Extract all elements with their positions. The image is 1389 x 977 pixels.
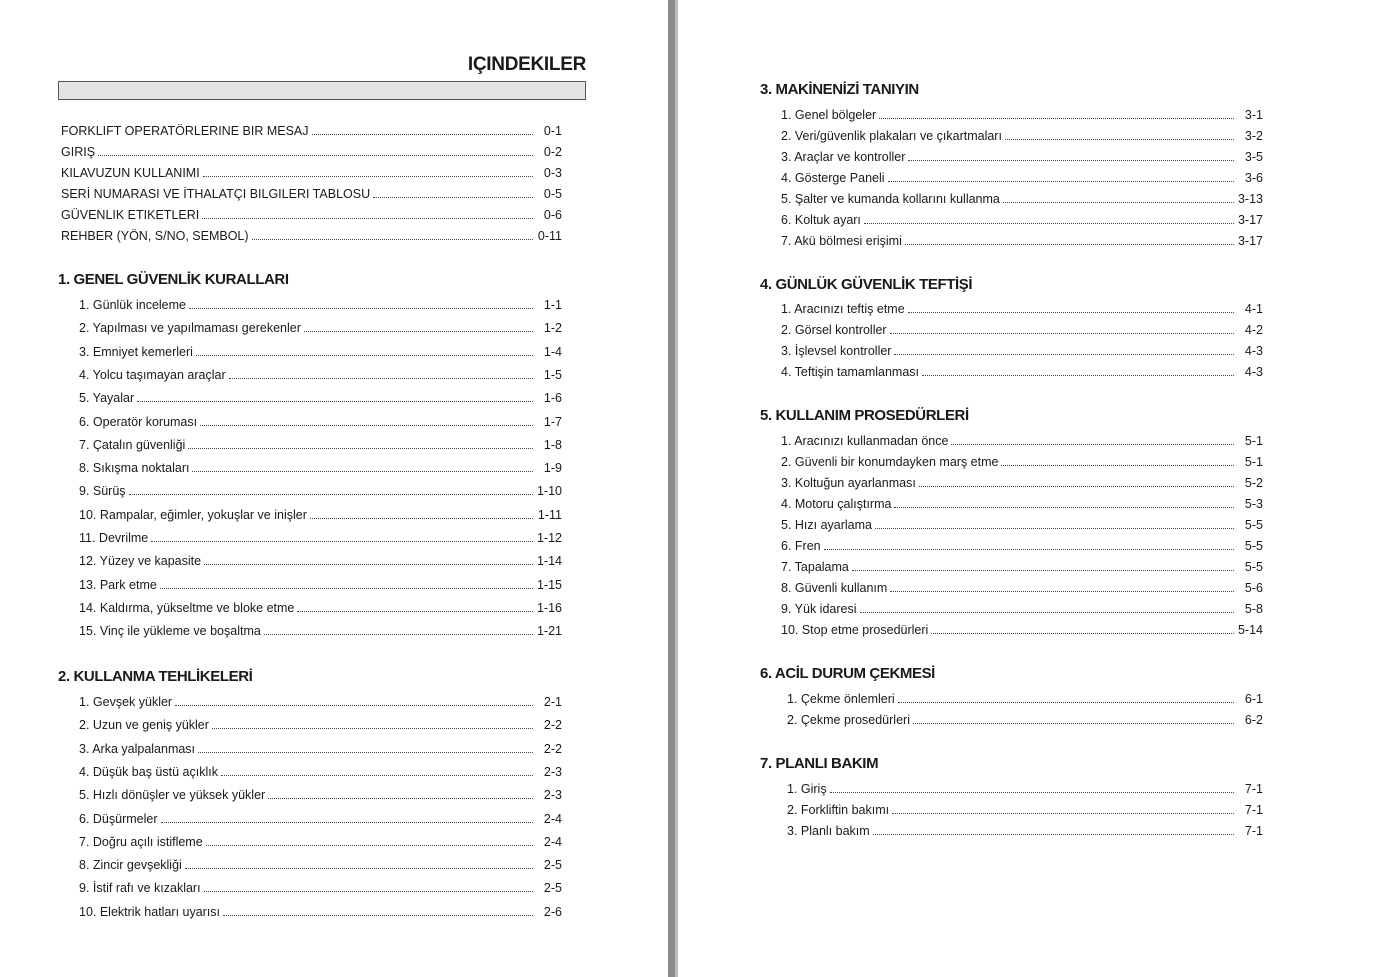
dot-leader	[1005, 130, 1234, 140]
toc-entry-label: GÜVENLIK ETIKETLERI	[61, 208, 200, 222]
toc-entry-front-matter[interactable]	[61, 145, 562, 163]
toc-entry-label: 5. Hızlı dönüşler ve yüksek yükler	[79, 788, 266, 802]
toc-entry-label: 1. Aracınızı kullanmadan önce	[781, 434, 949, 448]
dot-leader	[908, 303, 1234, 313]
toc-entry-label: 7. Çatalın güvenliği	[79, 438, 186, 452]
toc-page-number: 2-1	[543, 695, 562, 709]
dot-leader	[824, 540, 1234, 550]
toc-entry[interactable]	[781, 150, 1263, 168]
toc-entry-label: 1. Genel bölgeler	[781, 108, 877, 122]
toc-page-number: 1-16	[536, 601, 562, 615]
dot-leader	[875, 519, 1234, 529]
dot-leader	[160, 579, 533, 589]
toc-page-number: 4-2	[1244, 323, 1263, 337]
toc-entry-front-matter[interactable]	[61, 124, 562, 142]
dot-leader	[894, 345, 1234, 355]
toc-entry[interactable]	[79, 461, 562, 479]
dot-leader	[200, 416, 533, 426]
toc-entry-label: 12. Yüzey ve kapasite	[79, 554, 202, 568]
toc-entry-label: 3. Arka yalpalanması	[79, 742, 196, 756]
toc-page-number: 0-2	[543, 145, 562, 159]
section-heading: 3. MAKİNENİZİ TANIYIN	[760, 81, 919, 98]
dot-leader	[888, 172, 1234, 182]
toc-entry[interactable]	[781, 171, 1263, 189]
toc-entry[interactable]	[79, 321, 562, 339]
dot-leader	[879, 109, 1234, 119]
dot-leader	[312, 125, 534, 135]
page-gutter	[668, 0, 678, 977]
toc-entry[interactable]	[781, 476, 1263, 494]
dot-leader	[202, 209, 533, 219]
dot-leader	[188, 439, 533, 449]
toc-entry-label: 2. Yapılması ve yapılmaması gerekenler	[79, 321, 301, 335]
toc-page-number: 1-10	[536, 484, 562, 498]
toc-entry[interactable]	[781, 108, 1263, 126]
toc-entry-label: 3. Emniyet kemerleri	[79, 345, 193, 359]
toc-entry[interactable]	[79, 812, 562, 830]
toc-entry[interactable]	[781, 234, 1263, 252]
toc-entry-label: 3. İşlevsel kontroller	[781, 344, 892, 358]
toc-page-number: 0-5	[543, 187, 562, 201]
toc-entry[interactable]	[79, 742, 562, 760]
dot-leader	[252, 230, 533, 240]
toc-entry[interactable]	[79, 484, 562, 502]
dot-leader	[905, 235, 1234, 245]
toc-page-number: 3-17	[1237, 234, 1263, 248]
toc-page-number: 5-5	[1244, 539, 1263, 553]
toc-entry[interactable]	[781, 434, 1263, 452]
toc-entry[interactable]	[79, 881, 562, 899]
dot-leader	[373, 188, 533, 198]
toc-entry-label: 14. Kaldırma, yükseltme ve bloke etme	[79, 601, 295, 615]
toc-entry-label: 1. Aracınızı teftiş etme	[781, 302, 905, 316]
toc-entry[interactable]	[787, 803, 1263, 821]
toc-entry-label: 6. Koltuk ayarı	[781, 213, 861, 227]
dot-leader	[922, 366, 1234, 376]
dot-leader	[204, 555, 533, 565]
toc-entry-label: 3. Koltuğun ayarlanması	[781, 476, 916, 490]
toc-entry[interactable]	[79, 765, 562, 783]
toc-page-number: 2-4	[543, 835, 562, 849]
dot-leader	[203, 167, 533, 177]
dot-leader	[161, 813, 534, 823]
toc-page-number: 2-2	[543, 718, 562, 732]
toc-page-number: 2-6	[543, 905, 562, 919]
toc-entry[interactable]	[79, 531, 562, 549]
toc-page-number: 3-1	[1244, 108, 1263, 122]
section-heading: 4. GÜNLÜK GÜVENLİK TEFTİŞİ	[760, 276, 973, 293]
dot-leader	[892, 804, 1234, 814]
toc-entry[interactable]	[781, 581, 1263, 599]
toc-page-number: 1-9	[543, 461, 562, 475]
toc-entry-label: 7. Tapalama	[781, 560, 849, 574]
toc-entry[interactable]	[79, 695, 562, 713]
dot-leader	[192, 462, 533, 472]
toc-entry-label: 1. Günlük inceleme	[79, 298, 187, 312]
dot-leader	[151, 532, 533, 542]
toc-page-number: 3-5	[1244, 150, 1263, 164]
toc-entry[interactable]	[79, 554, 562, 572]
toc-entry[interactable]	[781, 518, 1263, 536]
toc-page-number: 2-4	[543, 812, 562, 826]
toc-entry-front-matter[interactable]	[61, 187, 562, 205]
toc-entry-front-matter[interactable]	[61, 229, 562, 247]
dot-leader	[304, 322, 533, 332]
toc-entry-label: 2. Veri/güvenlik plakaları ve çıkartmaları	[781, 129, 1002, 143]
toc-entry-label: 4. Gösterge Paneli	[781, 171, 885, 185]
dot-leader	[1001, 456, 1234, 466]
dot-leader	[908, 151, 1234, 161]
toc-page-number: 2-3	[543, 788, 562, 802]
toc-page-number: 1-15	[536, 578, 562, 592]
dot-leader	[830, 783, 1234, 793]
toc-entry-front-matter[interactable]	[61, 166, 562, 184]
dot-leader	[297, 602, 533, 612]
toc-entry[interactable]	[79, 905, 562, 923]
toc-page-number: 1-7	[543, 415, 562, 429]
toc-entry-label: KILAVUZUN KULLANIMI	[61, 166, 200, 180]
toc-entry-label: 2. Çekme prosedürleri	[787, 713, 910, 727]
dot-leader	[212, 719, 533, 729]
toc-entry[interactable]	[79, 578, 562, 596]
toc-entry-label: SERİ NUMARASI VE İTHALATÇI BILGILERI TABLOSU	[61, 187, 371, 201]
dot-leader	[264, 625, 533, 635]
dot-leader	[864, 214, 1234, 224]
toc-entry-label: FORKLIFT OPERATÖRLERINE BIR MESAJ	[61, 124, 309, 138]
dot-leader	[931, 624, 1234, 634]
dot-leader	[223, 906, 533, 916]
toc-entry-label: 13. Park etme	[79, 578, 157, 592]
toc-entry[interactable]	[79, 415, 562, 433]
dot-leader	[175, 696, 533, 706]
toc-entry-label: 2. Görsel kontroller	[781, 323, 887, 337]
toc-entry[interactable]	[79, 438, 562, 456]
dot-leader	[129, 485, 533, 495]
toc-page-number: 1-6	[543, 391, 562, 405]
toc-entry-label: 5. Hızı ayarlama	[781, 518, 873, 532]
dot-leader	[890, 582, 1234, 592]
toc-entry[interactable]	[781, 539, 1263, 557]
dot-leader	[894, 498, 1234, 508]
toc-entry-label: 7. Akü bölmesi erişimi	[781, 234, 902, 248]
toc-entry[interactable]	[79, 298, 562, 316]
dot-leader	[204, 882, 533, 892]
dot-leader	[221, 766, 533, 776]
dot-leader	[873, 825, 1234, 835]
toc-entry-label: 9. İstif rafı ve kızakları	[79, 881, 201, 895]
toc-entry[interactable]	[787, 782, 1263, 800]
toc-entry-label: 3. Araçlar ve kontroller	[781, 150, 906, 164]
toc-entry[interactable]	[781, 213, 1263, 231]
dot-leader	[951, 435, 1234, 445]
dot-leader	[196, 346, 533, 356]
toc-entry[interactable]	[781, 497, 1263, 515]
toc-entry[interactable]	[79, 718, 562, 736]
toc-page-number: 3-2	[1244, 129, 1263, 143]
toc-page-number: 4-3	[1244, 344, 1263, 358]
title-underline-bar	[58, 81, 586, 100]
dot-leader	[860, 603, 1234, 613]
toc-page-number: 0-1	[543, 124, 562, 138]
toc-entry-label: 10. Stop etme prosedürleri	[781, 623, 929, 637]
dot-leader	[310, 509, 533, 519]
toc-page-number: 0-11	[537, 229, 562, 243]
toc-page-number: 2-5	[543, 858, 562, 872]
toc-entry[interactable]	[781, 302, 1263, 320]
toc-entry-label: 4. Motoru çalıştırma	[781, 497, 892, 511]
toc-entry[interactable]	[79, 624, 562, 642]
toc-entry-label: 6. Düşürmeler	[79, 812, 158, 826]
toc-entry[interactable]	[781, 129, 1263, 147]
toc-page-number: 2-3	[543, 765, 562, 779]
toc-page-number: 5-3	[1244, 497, 1263, 511]
toc-entry-label: 9. Yük idaresi	[781, 602, 857, 616]
toc-page-number: 4-1	[1244, 302, 1263, 316]
toc-entry-label: 8. Zincir gevşekliği	[79, 858, 182, 872]
toc-page-number: 0-3	[543, 166, 562, 180]
dot-leader	[852, 561, 1234, 571]
toc-page-number: 7-1	[1244, 824, 1263, 838]
toc-entry[interactable]	[79, 345, 562, 363]
toc-page-number: 5-5	[1244, 518, 1263, 532]
toc-entry[interactable]	[79, 788, 562, 806]
toc-entry-label: 4. Yolcu taşımayan araçlar	[79, 368, 226, 382]
toc-entry[interactable]	[787, 824, 1263, 842]
toc-page-number: 1-21	[536, 624, 562, 638]
section-heading: 6. ACİL DURUM ÇEKMESİ	[760, 665, 935, 682]
toc-entry-label: 6. Fren	[781, 539, 821, 553]
toc-entry[interactable]	[781, 365, 1263, 383]
dot-leader	[98, 146, 533, 156]
toc-entry[interactable]	[787, 713, 1263, 731]
toc-page-number: 3-6	[1244, 171, 1263, 185]
dot-leader	[137, 392, 533, 402]
toc-entry[interactable]	[79, 508, 562, 526]
dot-leader	[913, 714, 1234, 724]
toc-page-number: 6-2	[1244, 713, 1263, 727]
dot-leader	[185, 859, 533, 869]
toc-entry-label: 4. Düşük baş üstü açıklık	[79, 765, 218, 779]
left-page	[0, 0, 668, 977]
toc-entry-label: 3. Planlı bakım	[787, 824, 870, 838]
toc-entry-label: 10. Rampalar, eğimler, yokuşlar ve inişler	[79, 508, 307, 522]
toc-entry-front-matter[interactable]	[61, 208, 562, 226]
toc-entry[interactable]	[79, 858, 562, 876]
dot-leader	[268, 789, 533, 799]
dot-leader	[1003, 193, 1234, 203]
toc-page-number: 1-14	[536, 554, 562, 568]
toc-entry[interactable]	[781, 623, 1263, 641]
toc-entry-label: 2. Uzun ve geniş yükler	[79, 718, 209, 732]
toc-page-number: 3-13	[1237, 192, 1263, 206]
toc-page-number: 1-4	[543, 345, 562, 359]
toc-entry[interactable]	[781, 323, 1263, 341]
toc-entry-label: 5. Yayalar	[79, 391, 135, 405]
toc-page-number: 5-6	[1244, 581, 1263, 595]
toc-entry-label: 1. Gevşek yükler	[79, 695, 173, 709]
toc-page-number: 5-8	[1244, 602, 1263, 616]
toc-entry-label: 1. Giriş	[787, 782, 827, 796]
toc-entry-label: 8. Güvenli kullanım	[781, 581, 888, 595]
toc-entry[interactable]	[787, 692, 1263, 710]
dot-leader	[919, 477, 1234, 487]
toc-page-number: 5-14	[1237, 623, 1263, 637]
toc-page-number: 2-2	[543, 742, 562, 756]
toc-page-number: 5-5	[1244, 560, 1263, 574]
toc-entry-label: 4. Teftişin tamamlanması	[781, 365, 920, 379]
dot-leader	[890, 324, 1234, 334]
toc-page-number: 1-1	[543, 298, 562, 312]
section-heading: 2. KULLANMA TEHLİKELERİ	[58, 668, 253, 685]
toc-entry[interactable]	[79, 835, 562, 853]
toc-entry-label: 5. Şalter ve kumanda kollarını kullanma	[781, 192, 1000, 206]
toc-page-number: 5-1	[1244, 455, 1263, 469]
toc-entry-label: 2. Forkliftin bakımı	[787, 803, 890, 817]
toc-page-number: 5-2	[1244, 476, 1263, 490]
section-heading: 1. GENEL GÜVENLİK KURALLARI	[58, 271, 289, 288]
dot-leader	[189, 299, 533, 309]
toc-entry-label: 7. Doğru açılı istifleme	[79, 835, 203, 849]
toc-entry[interactable]	[781, 455, 1263, 473]
toc-entry[interactable]	[79, 391, 562, 409]
toc-entry-label: 2. Güvenli bir konumdayken marş etme	[781, 455, 999, 469]
section-heading: 7. PLANLI BAKIM	[760, 755, 879, 772]
toc-entry-label: 1. Çekme önlemleri	[787, 692, 895, 706]
toc-entry-label: 8. Sıkışma noktaları	[79, 461, 190, 475]
toc-entry-label: 6. Operatör koruması	[79, 415, 198, 429]
toc-page-number: 7-1	[1244, 782, 1263, 796]
toc-page-number: 2-5	[543, 881, 562, 895]
toc-entry[interactable]	[781, 192, 1263, 210]
right-page	[678, 0, 1389, 977]
toc-entry[interactable]	[781, 602, 1263, 620]
toc-page-number: 0-6	[543, 208, 562, 222]
section-heading: 5. KULLANIM PROSEDÜRLERİ	[760, 407, 969, 424]
toc-entry[interactable]	[79, 601, 562, 619]
toc-entry[interactable]	[79, 368, 562, 386]
toc-entry-label: 10. Elektrik hatları uyarısı	[79, 905, 221, 919]
page-title: IÇINDEKILER	[467, 54, 586, 75]
toc-entry-label: 15. Vinç ile yükleme ve boşaltma	[79, 624, 261, 638]
toc-page-number: 1-2	[543, 321, 562, 335]
toc-entry-label: 11. Devrilme	[79, 531, 149, 545]
toc-page-number: 3-17	[1237, 213, 1263, 227]
toc-page-number: 6-1	[1244, 692, 1263, 706]
toc-entry[interactable]	[781, 560, 1263, 578]
toc-page-number: 1-5	[543, 368, 562, 382]
toc-entry[interactable]	[781, 344, 1263, 362]
dot-leader	[198, 743, 533, 753]
toc-page-number: 1-11	[537, 508, 562, 522]
toc-entry-label: 9. Sürüş	[79, 484, 126, 498]
toc-page-number: 5-1	[1244, 434, 1263, 448]
dot-leader	[206, 836, 533, 846]
dot-leader	[229, 369, 533, 379]
toc-page-number: 4-3	[1244, 365, 1263, 379]
toc-page-number: 1-8	[543, 438, 562, 452]
toc-entry-label: REHBER (YÖN, S/NO, SEMBOL)	[61, 229, 249, 243]
toc-page-number: 7-1	[1244, 803, 1263, 817]
dot-leader	[898, 693, 1234, 703]
toc-page-number: 1-12	[536, 531, 562, 545]
toc-entry-label: GIRIŞ	[61, 145, 96, 159]
